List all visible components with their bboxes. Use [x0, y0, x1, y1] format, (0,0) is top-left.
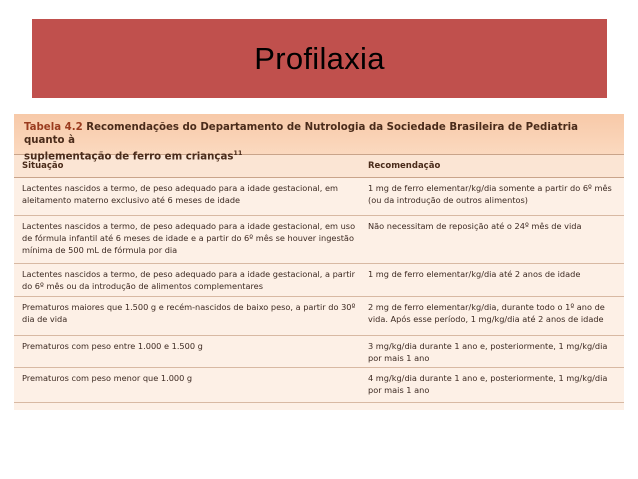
iron-supplementation-table [14, 114, 624, 410]
cell-recomendacao: 3 mg/kg/dia durante 1 ano e, posteriormente, 1 mg/kg/dia por mais 1 ano [368, 341, 608, 363]
table-row [14, 178, 624, 216]
table-caption-number: Tabela 4.2 [24, 122, 83, 133]
table-row [14, 336, 624, 368]
cell-situacao: Lactentes nascidos a termo, de peso adequado para a idade gestacional, em uso de fórmula infantil até 6 meses de idade e a partir do 6º mês se houver ingestão mínima de 500 mL de fórmula por dia [22, 221, 356, 255]
cell-recomendacao: 1 mg de ferro elementar/kg/dia somente a partir do 6º mês (ou da introdução de outros alimentos) [368, 183, 612, 205]
table-row [14, 368, 624, 403]
table-caption [14, 114, 624, 163]
table-caption-reference: 11 [233, 149, 243, 157]
slide-title-bar [32, 19, 607, 98]
table-row [14, 297, 624, 336]
cell-situacao: Lactentes nascidos a termo, de peso adequado para a idade gestacional, em aleitamento materno exclusivo até 6 meses de idade [22, 183, 339, 205]
slide-title: Profilaxia [254, 40, 385, 76]
cell-recomendacao: Não necessitam de reposição até o 24º mês de vida [368, 221, 582, 231]
cell-recomendacao: 1 mg de ferro elementar/kg/dia até 2 anos de idade [368, 269, 581, 279]
column-header-recomendacao: Recomendação [368, 161, 441, 171]
table-row [14, 264, 624, 297]
cell-situacao: Prematuros maiores que 1.500 g e recém-nascidos de baixo peso, a partir do 30º dia de vida [22, 302, 356, 324]
table-row [14, 216, 624, 264]
cell-situacao: Prematuros com peso entre 1.000 e 1.500 g [22, 341, 203, 351]
cell-situacao: Lactentes nascidos a termo, de peso adequado para a idade gestacional, a partir do 6º mês ou da introdução de alimentos complementares [22, 269, 356, 291]
cell-recomendacao: 2 mg de ferro elementar/kg/dia, durante todo o 1º ano de vida. Após esse período, 1 mg/kg/dia até 2 anos de idade [368, 302, 605, 324]
cell-situacao: Prematuros com peso menor que 1.000 g [22, 373, 193, 383]
table-caption-text: Recomendações do Departamento de Nutrologia da Sociedade Brasileira de Pediatria quanto à suplementação de ferro em crianças [24, 122, 578, 163]
column-header-situacao: Situação [22, 161, 64, 171]
cell-recomendacao: 4 mg/kg/dia durante 1 ano e, posteriormente, 1 mg/kg/dia por mais 1 ano [368, 373, 608, 395]
